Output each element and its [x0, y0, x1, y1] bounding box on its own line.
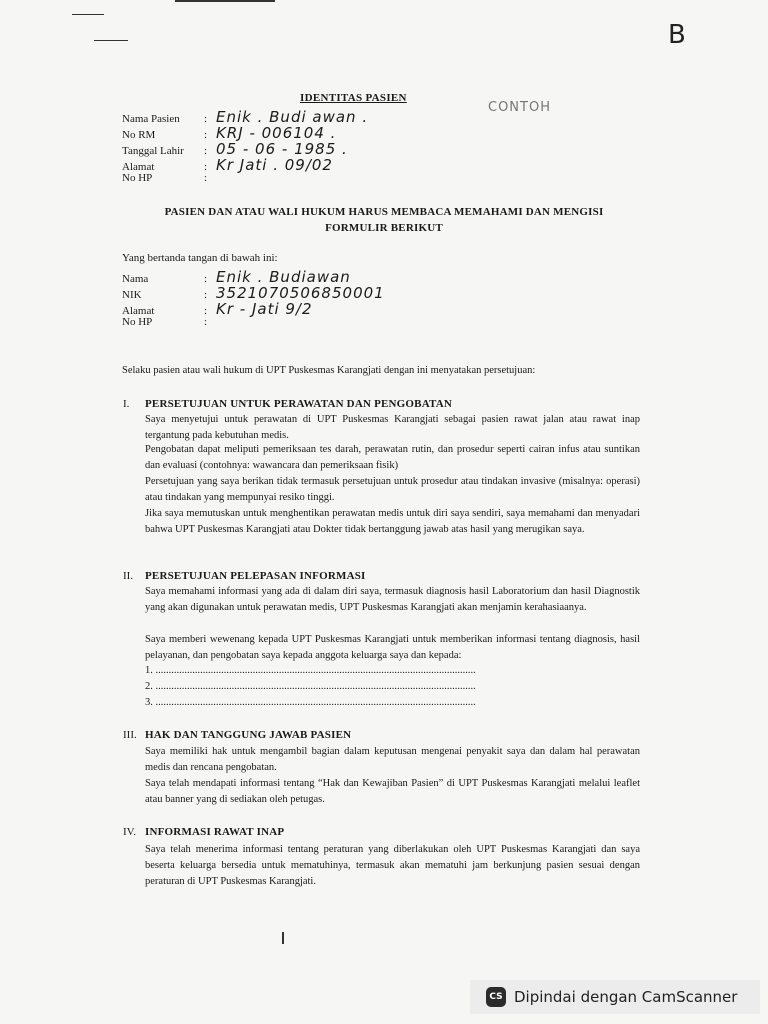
- section-3-number: III.: [123, 729, 137, 741]
- notice-line-2: FORMULIR BERIKUT: [325, 222, 443, 234]
- field-value-birth-date: 05 - 06 - 1985 .: [216, 140, 348, 158]
- field-label: No RM: [122, 129, 156, 141]
- field-value-nik: 3521070506850001: [216, 284, 385, 302]
- consent-recipient-line: 3. ..........................................................................................................................: [145, 697, 476, 708]
- identity-row-address: Alamat : Kr Jati . 09/02: [122, 156, 333, 174]
- field-label: Alamat: [122, 161, 155, 173]
- section-1-paragraph: Saya menyetujui untuk perawatan di UPT Puskesmas Karangjati sebagai pasien rawat jalan atau rawat inap tergantung pada kebutuhan medis.: [145, 414, 640, 441]
- field-label: Tanggal Lahir: [122, 145, 184, 157]
- field-label: Nama: [122, 273, 149, 285]
- identity-row-dob: Tanggal Lahir : 05 - 06 - 1985 .: [122, 140, 348, 158]
- section-2-number: II.: [123, 570, 134, 582]
- section-1-number: I.: [123, 398, 130, 410]
- section-2-paragraph: Saya memahami informasi yang ada di dalam diri saya, termasuk diagnosis hasil Laboratorium dan hasil Diagnostik yang akan digunakan untuk perawatan medis, UPT Puskesmas Karangjati akan menjamin kerahasiaanya.: [145, 586, 640, 613]
- field-value-address: Kr Jati . 09/02: [216, 156, 333, 174]
- field-label: NIK: [122, 289, 142, 301]
- identity-row-phone: No HP :: [122, 172, 208, 184]
- scan-artifact-mark: [282, 932, 284, 944]
- notice-line-1: PASIEN DAN ATAU WALI HUKUM HARUS MEMBACA MEMAHAMI DAN MENGISI: [164, 206, 604, 218]
- field-label: Nama Pasien: [122, 113, 180, 125]
- camscanner-icon: CS: [486, 987, 506, 1007]
- scan-artifact-line: [94, 40, 128, 41]
- identity-row-name: Nama Pasien : Enik . Budi awan .: [122, 108, 369, 126]
- scan-artifact-line: [72, 14, 104, 15]
- identity-row-rm: No RM : KRJ - 006104 .: [122, 124, 337, 142]
- signer-row-nik: NIK : 3521070506850001: [122, 284, 385, 302]
- field-value-signer-address: Kr - Jati 9/2: [216, 300, 313, 318]
- section-1-paragraph: Persetujuan yang saya berikan tidak termasuk persetujuan untuk prosedur atau tindakan invasive (misalnya: operasi) atau tindakan yang mempunyai resiko tinggi.: [145, 476, 640, 503]
- field-value-medical-record: KRJ - 006104 .: [216, 124, 337, 142]
- section-3-paragraph: Saya telah mendapati informasi tentang “Hak dan Kewajiban Pasien” di UPT Puskesmas Karangjati melalui leaflet atau banner yang di sediakan oleh petugas.: [145, 778, 640, 805]
- section-4-number: IV.: [123, 826, 136, 838]
- corner-mark: B: [668, 20, 686, 50]
- signer-intro: Yang bertanda tangan di bawah ini:: [122, 252, 278, 264]
- camscanner-badge: [470, 980, 760, 1014]
- identity-title: IDENTITAS PASIEN: [300, 92, 407, 104]
- faded-stamp: CONTOH: [488, 100, 551, 115]
- field-label: No HP: [122, 172, 153, 184]
- section-2-paragraph: Saya memberi wewenang kepada UPT Puskesmas Karangjati untuk memberikan informasi tentang diagnosis, hasil pelayanan, dan pengobatan saya kepada anggota keluarga saya dan kepada:: [145, 634, 640, 661]
- field-value-patient-name: Enik . Budi awan .: [216, 108, 369, 126]
- section-1-paragraph: Jika saya memutuskan untuk menghentikan perawatan medis untuk diri saya sendiri, saya memahami dan menyadari bahwa UPT Puskesmas Karangjati atau Dokter tidak bertanggung jawab atas hasil yang merugikan saya.: [145, 508, 640, 535]
- scan-artifact-line: [175, 0, 275, 2]
- signer-row-phone: No HP :: [122, 316, 208, 328]
- section-1-title: PERSETUJUAN UNTUK PERAWATAN DAN PENGOBATAN: [145, 398, 453, 410]
- notice-heading: [120, 204, 648, 236]
- field-label: No HP: [122, 316, 153, 328]
- section-1-paragraph: Pengobatan dapat meliputi pemeriksaan tes darah, perawatan rutin, dan prosedur seperti cairan infus atau suntikan dan evaluasi (contohnya: wawancara dan pemeriksaan fisik): [145, 444, 640, 471]
- camscanner-text: Dipindai dengan CamScanner: [514, 988, 738, 1006]
- section-2-title: PERSETUJUAN PELEPASAN INFORMASI: [145, 570, 366, 582]
- section-3-paragraph: Saya memiliki hak untuk mengambil bagian dalam keputusan mengenai penyakit saya dan dalam hal perawatan medis dan rencana pengobatan.: [145, 746, 640, 773]
- consent-recipient-line: 2. ..........................................................................................................................: [145, 681, 476, 692]
- section-4-title: INFORMASI RAWAT INAP: [145, 826, 285, 838]
- statement-text: Selaku pasien atau wali hukum di UPT Puskesmas Karangjati dengan ini menyatakan persetujuan:: [122, 365, 536, 376]
- field-value-signer-name: Enik . Budiawan: [216, 268, 351, 286]
- section-3-title: HAK DAN TANGGUNG JAWAB PASIEN: [145, 729, 352, 741]
- field-label: Alamat: [122, 305, 155, 317]
- consent-recipient-line: 1. ..........................................................................................................................: [145, 665, 476, 676]
- section-4-paragraph: Saya telah menerima informasi tentang peraturan yang diberlakukan oleh UPT Puskesmas Karangjati dan saya beserta keluarga bersedia untuk mematuhinya, termasuk akan mematuhi jam berkunjung pasien sesuai dengan peraturan di UPT Puskesmas Karangjati.: [145, 844, 640, 887]
- signer-row-address: Alamat : Kr - Jati 9/2: [122, 300, 313, 318]
- signer-row-name: Nama : Enik . Budiawan: [122, 268, 351, 286]
